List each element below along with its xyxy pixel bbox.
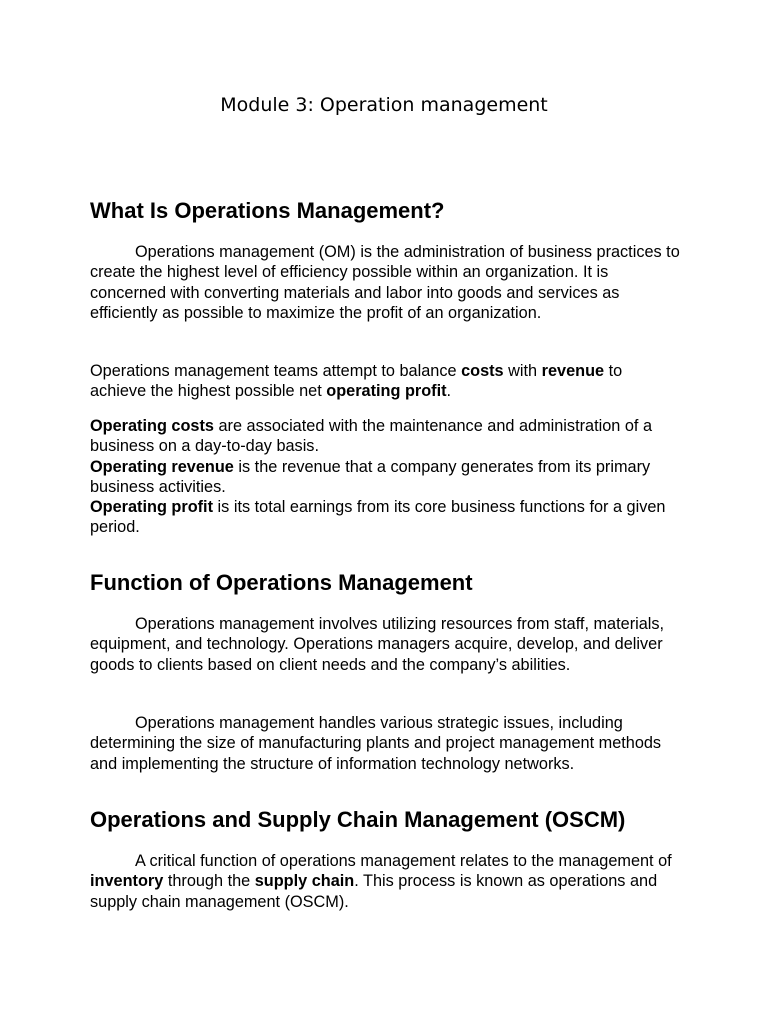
text-run: A critical function of operations management relates to the management of [135, 852, 672, 870]
section-heading-oscm: Operations and Supply Chain Management (OSCM) [90, 807, 626, 832]
text-run: to achieve the highest possible net [90, 362, 623, 401]
paragraph-balance [90, 361, 680, 402]
bold-term-costs: costs [461, 362, 504, 380]
paragraph-function-resources: Operations management involves utilizing resources from staff, materials, equipment, and technology. Operations managers acquire, develop, and deliver goods to clients based on client needs and the company’s abilities. [90, 615, 665, 674]
text-run: . [446, 382, 452, 401]
text-run: . This process is known as operations and supply chain management (OSCM). [90, 872, 658, 911]
bold-term-supply-chain: supply chain [254, 872, 355, 891]
bold-term-inventory: inventory [90, 872, 164, 891]
paragraph-oscm [90, 851, 680, 912]
text-run: with [503, 362, 542, 380]
bold-term-operating-profit: operating profit [326, 382, 447, 401]
definition-operating-costs [90, 417, 652, 455]
definition-operating-revenue [90, 458, 650, 496]
definition-operating-profit [90, 498, 665, 536]
definitions-block [90, 416, 680, 538]
definition-term: Operating profit [90, 498, 214, 517]
definition-text: is its total earnings from its core business functions for a given period. [90, 498, 666, 537]
definition-term: Operating costs [90, 417, 214, 435]
definition-text: are associated with the maintenance and administration of a business on a day-to-day basis. [90, 417, 652, 456]
paragraph-om-definition: Operations management (OM) is the administration of business practices to create the highest level of efficiency possible within an organization. It is concerned with converting materials and labor into goods and services as efficiently as possible to maximize the profit of an organization. [90, 243, 680, 322]
bold-term-revenue: revenue [541, 362, 605, 380]
definition-text: is the revenue that a company generates from its primary business activities. [90, 457, 651, 496]
document-title: Module 3: Operation management [220, 94, 548, 116]
definition-term: Operating revenue [90, 457, 234, 476]
paragraph-function-strategic: Operations management handles various strategic issues, including determining the size of manufacturing plants and project management methods and implementing the structure of information technology networks. [90, 714, 662, 773]
text-run: through the [163, 872, 255, 891]
text-run: Operations management teams attempt to balance [90, 362, 462, 380]
section-heading-function: Function of Operations Management [90, 570, 473, 595]
section-heading-what-is-om: What Is Operations Management? [90, 198, 445, 223]
